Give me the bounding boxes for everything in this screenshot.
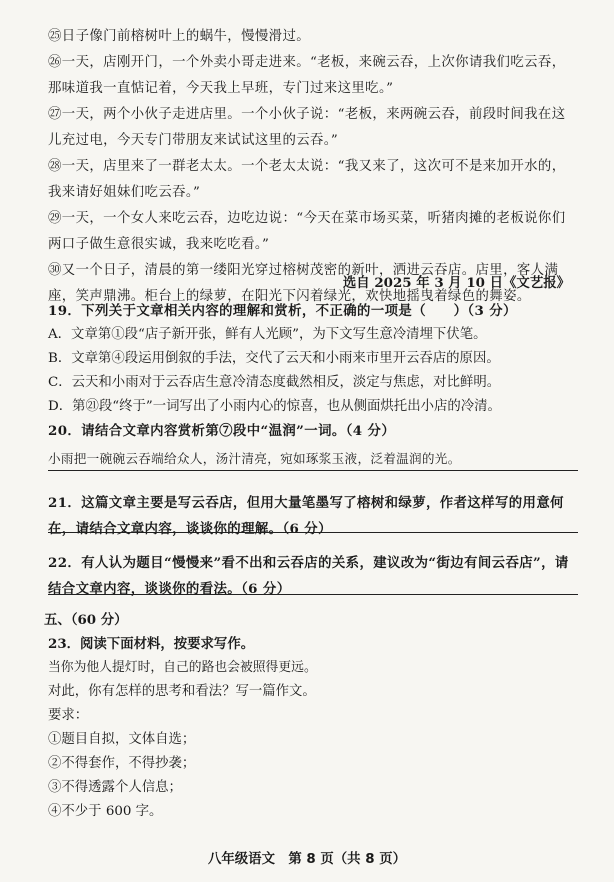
- question-19-stem: 19．下列关于文章相关内容的理解和赏析，不正确的一项是（ ）（3 分）: [48, 303, 517, 319]
- writing-prompt: 对此，你有怎样的思考和看法？写一篇作文。: [48, 684, 316, 699]
- requirement-2: ②不得套作，不得抄袭；: [48, 756, 196, 771]
- question-20-stem: 20．请结合文章内容赏析第⑦段中“温润”一词。（4 分）: [48, 423, 396, 439]
- page-footer: 八年级语文 第 8 页（共 8 页）: [208, 852, 406, 867]
- paragraph-28: ㉘一天，店里来了一群老太太。一个老太太说：“我又来了，这次可不是来加开水的，我来请好姐妹们吃云吞。”: [48, 159, 566, 200]
- question-19-option-b: B．文章第④段运用倒叙的手法，交代了云天和小雨来市里开云吞店的原因。: [48, 351, 500, 366]
- requirement-3: ③不得透露个人信息；: [48, 780, 182, 795]
- question-23-stem: 23．阅读下面材料，按要求写作。: [48, 636, 255, 652]
- question-22-stem: 22．有人认为题目“慢慢来”看不出和云吞店的关系，建议改为“街边有间云吞店”，请结合文章内容，谈谈你的看法。（6 分）: [48, 555, 569, 597]
- requirement-4: ④不少于 600 字。: [48, 804, 163, 819]
- writing-material: 当你为他人提灯时，自己的路也会被照得更远。: [48, 660, 317, 675]
- answer-line: [48, 532, 578, 533]
- handwritten-answer-20: 小雨把一碗碗云吞端给众人，汤汁清亮，宛如琢浆玉液，泛着温润的光。: [48, 451, 461, 466]
- paragraph-27: ㉗一天，两个小伙子走进店里。一个小伙子说：“老板，来两碗云吞，前段时间我在这儿充过电，今天专门带朋友来试试这里的云吞。”: [48, 107, 566, 148]
- question-19-option-a: A．文章第①段“店子新开张，鲜有人光顾”，为下文写生意冷清埋下伏笔。: [48, 327, 487, 342]
- requirement-1: ①题目自拟，文体自选；: [48, 732, 196, 747]
- question-21-stem: 21．这篇文章主要是写云吞店，但用大量笔墨写了榕树和绿萝，作者这样写的用意何在，请结合文章内容，谈谈你的理解。（6 分）: [48, 495, 564, 537]
- question-19-option-c: C．云天和小雨对于云吞店生意冷清态度截然相反，淡定与焦虑，对比鲜明。: [48, 375, 501, 390]
- question-19-option-d: D．第㉑段“终于”一词写出了小雨内心的惊喜，也从侧面烘托出小店的冷清。: [48, 399, 501, 414]
- paragraph-25: ㉕日子像门前榕树叶上的蜗牛，慢慢滑过。: [48, 29, 311, 44]
- section-5-heading: 五、（60 分）: [44, 612, 128, 628]
- requirements-title: 要求：: [48, 708, 89, 723]
- paragraph-26: ㉖一天，店刚开门，一个外卖小哥走进来。“老板，来碗云吞，上次你请我们吃云吞，那味道我一直惦记着，今天我上早班，专门过来这里吃。”: [48, 55, 566, 96]
- answer-line: [48, 470, 578, 471]
- paragraph-29: ㉙一天，一个女人来吃云吞，边吃边说：“今天在菜市场买菜，听猪肉摊的老板说你们两口子做生意很实诚，我来吃吃看。”: [48, 211, 566, 252]
- answer-line: [48, 594, 578, 595]
- paragraph-30: ㉚又一个日子，清晨的第一缕阳光穿过榕树茂密的新叶，洒进云吞店。店里，客人满座，笑声鼎沸。柜台上的绿萝，在阳光下闪着绿光，欢快地摇曳着绿色的舞姿。: [48, 263, 559, 304]
- source-citation: 选自 2025 年 3 月 10 日《文艺报》: [342, 275, 570, 291]
